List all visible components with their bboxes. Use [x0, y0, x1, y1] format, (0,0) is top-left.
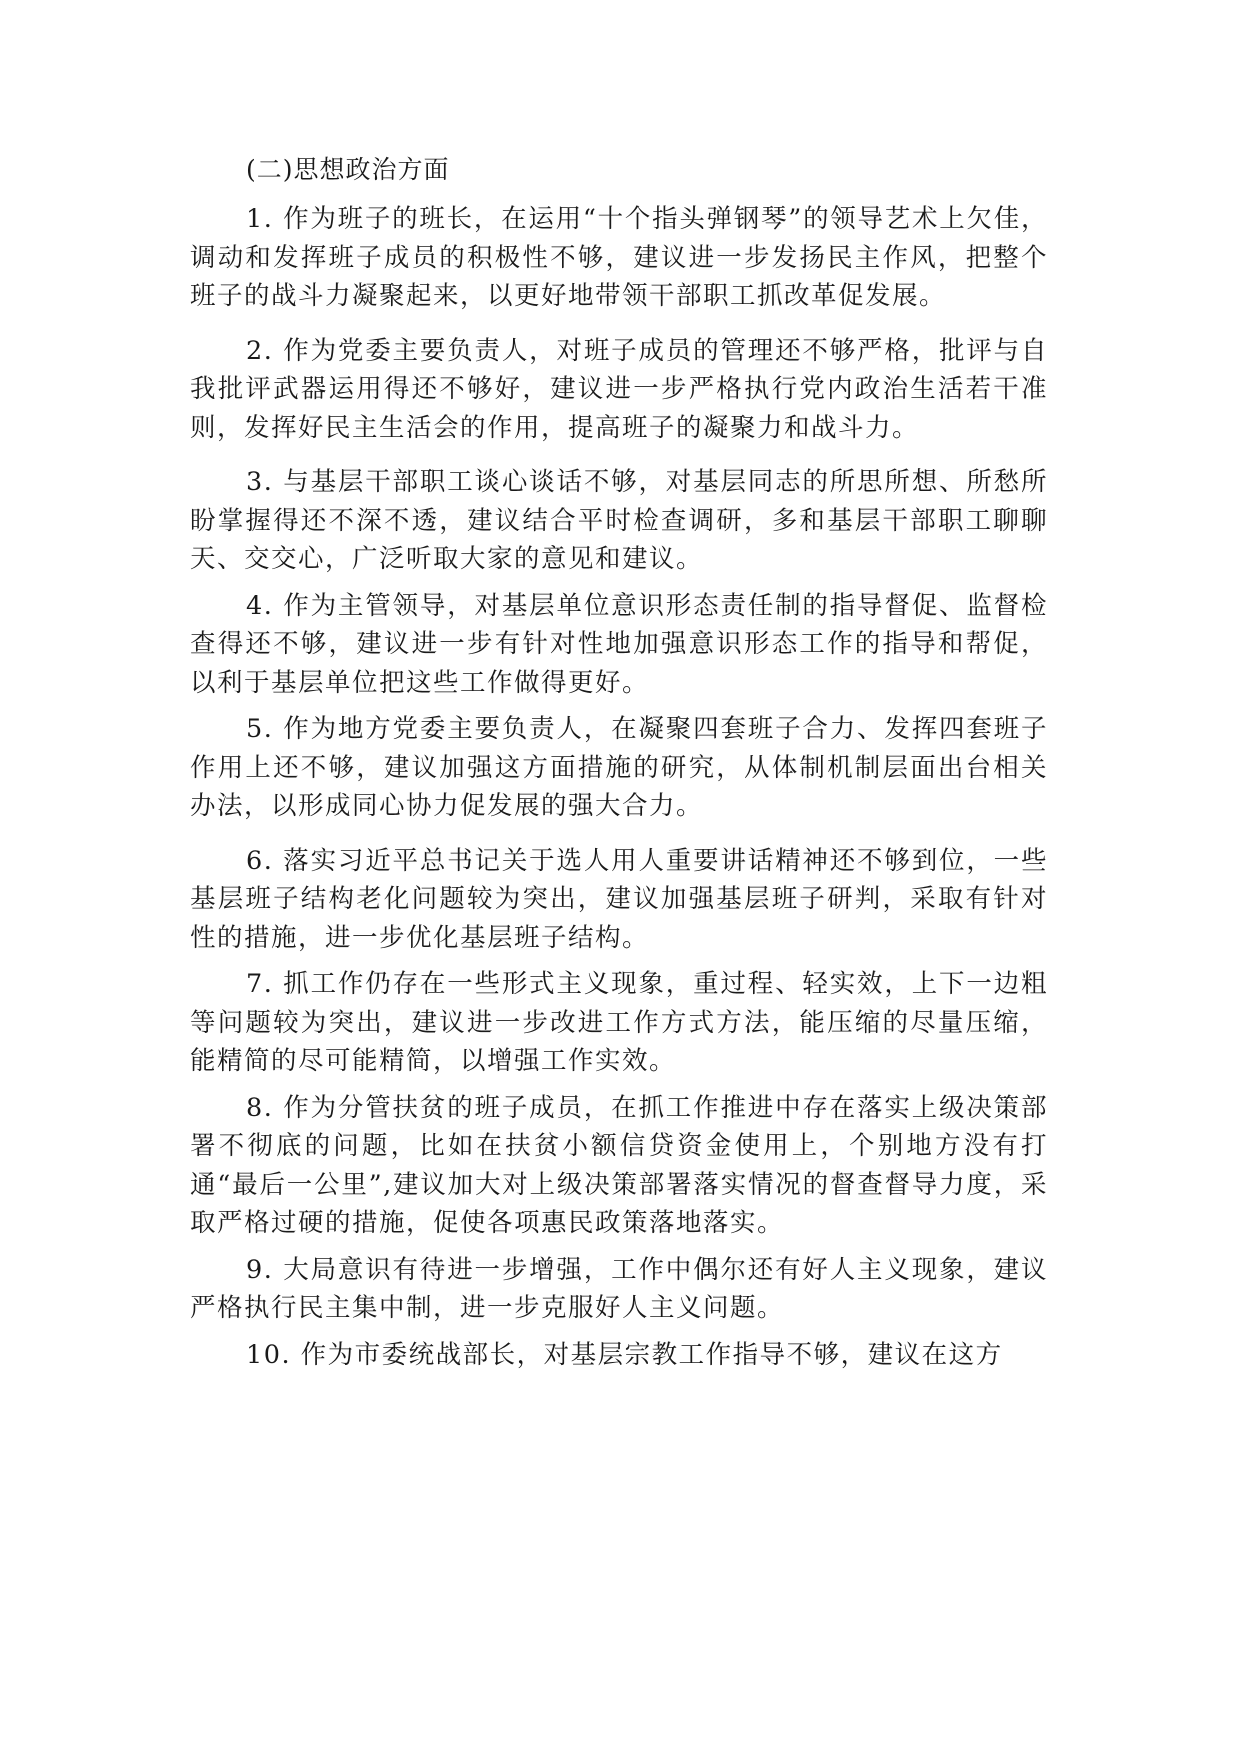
- paragraph-5: 5. 作为地方党委主要负责人，在凝聚四套班子合力、发挥四套班子作用上还不够，建议加强这方面措施的研究，从体制机制层面出台相关办法，以形成同心协力促发展的强大合力。: [190, 714, 1048, 821]
- paragraph-1: 1. 作为班子的班长，在运用“十个指头弹钢琴”的领导艺术上欠佳，调动和发挥班子成员的积极性不够，建议进一步发扬民主作风，把整个班子的战斗力凝聚起来，以更好地带领干部职工抓改革促发展。: [190, 204, 1048, 311]
- paragraph-2: 2. 作为党委主要负责人，对班子成员的管理还不够严格，批评与自我批评武器运用得还不够好，建议进一步严格执行党内政治生活若干准则，发挥好民主生活会的作用，提高班子的凝聚力和战斗力。: [190, 335, 1048, 443]
- paragraph-9: 9. 大局意识有待进一步增强，工作中偶尔还有好人主义现象，建议严格执行民主集中制，进一步克服好人主义问题。: [190, 1254, 1048, 1323]
- document-body: [190, 153, 1048, 1390]
- paragraph-7: 7. 抓工作仍存在一些形式主义现象，重过程、轻实效，上下一边粗等问题较为突出，建议进一步改进工作方式方法，能压缩的尽量压缩，能精简的尽可能精简，以增强工作实效。: [190, 969, 1048, 1076]
- paragraph-10: 10. 作为市委统战部长，对基层宗教工作指导不够，建议在这方: [246, 1339, 1003, 1370]
- paragraph-6: 6. 落实习近平总书记关于选人用人重要讲话精神还不够到位，一些基层班子结构老化问题较为突出，建议加强基层班子研判，采取有针对性的措施，进一步优化基层班子结构。: [190, 845, 1048, 953]
- paragraph-8: 8. 作为分管扶贫的班子成员，在抓工作推进中存在落实上级决策部署不彻底的问题，比如在扶贫小额信贷资金使用上，个别地方没有打通“最后一公里”,建议加大对上级决策部署落实情况的督查督导力度，采取严格过硬的措施，促使各项惠民政策落地落实。: [190, 1092, 1048, 1238]
- paragraph-3: 3. 与基层干部职工谈心谈话不够，对基层同志的所思所想、所愁所盼掌握得还不深不透，建议结合平时检查调研，多和基层干部职工聊聊天、交交心，广泛听取大家的意见和建议。: [190, 467, 1048, 574]
- paragraph-4: 4. 作为主管领导，对基层单位意识形态责任制的指导督促、监督检查得还不够，建议进一步有针对性地加强意识形态工作的指导和帮促，以利于基层单位把这些工作做得更好。: [190, 590, 1048, 698]
- section-title: (二)思想政治方面: [246, 155, 450, 184]
